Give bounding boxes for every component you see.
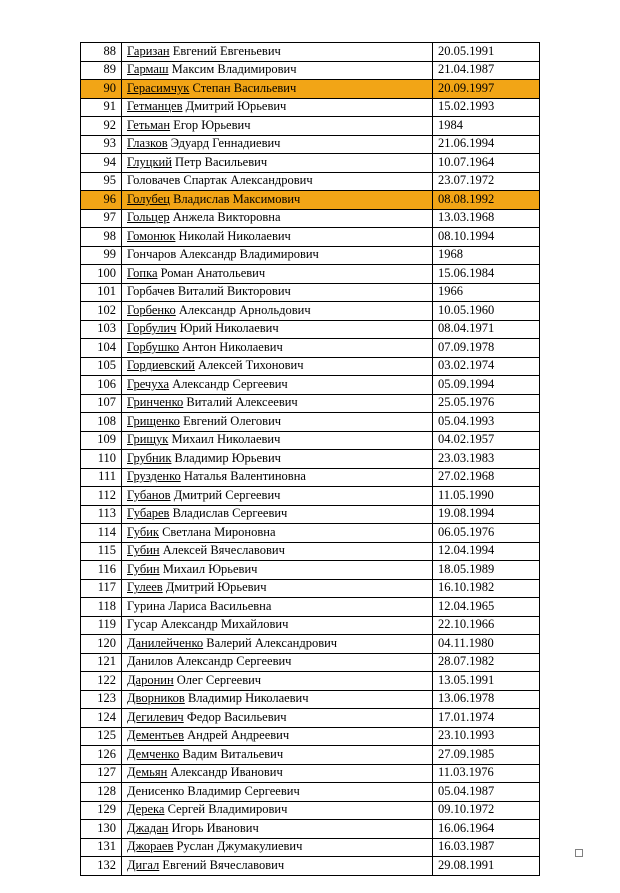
person-link[interactable]: Губин (127, 561, 160, 576)
person-name-cell (122, 838, 433, 857)
person-link[interactable]: Гетманцев (127, 99, 183, 114)
birth-date: 1966 (433, 283, 540, 302)
birth-date: 08.08.1992 (433, 191, 540, 210)
person-name-cell (122, 209, 433, 228)
person-name-rest: Федор Васильевич (183, 709, 287, 724)
table-row (81, 524, 540, 543)
person-link[interactable]: Дигал (127, 857, 160, 872)
person-name-cell (122, 394, 433, 413)
birth-date: 29.08.1991 (433, 857, 540, 876)
birth-date: 16.06.1964 (433, 820, 540, 839)
row-number: 125 (81, 727, 122, 746)
birth-date: 15.02.1993 (433, 98, 540, 117)
person-name-cell (122, 154, 433, 173)
row-number: 127 (81, 764, 122, 783)
person-name-rest: Максим Владимирович (168, 62, 297, 77)
person-name-cell (122, 561, 433, 580)
person-name-rest: Александр Сергеевич (172, 654, 292, 669)
row-number: 128 (81, 783, 122, 802)
row-number: 99 (81, 246, 122, 265)
person-link[interactable]: Джораев (127, 839, 174, 854)
table-row (81, 413, 540, 432)
birth-date: 28.07.1982 (433, 653, 540, 672)
table-row (81, 450, 540, 469)
person-link[interactable]: Дегилевич (127, 709, 184, 724)
person-link[interactable]: Дерека (127, 802, 165, 817)
table-row (81, 135, 540, 154)
birth-date: 27.09.1985 (433, 746, 540, 765)
person-name-rest: Дмитрий Юрьевич (182, 99, 287, 114)
person-name-cell (122, 709, 433, 728)
table-row (81, 283, 540, 302)
person-link[interactable]: Даронин (127, 672, 174, 687)
person-name-cell (122, 746, 433, 765)
row-number: 132 (81, 857, 122, 876)
person-name-rest: Александр Владимирович (176, 247, 319, 262)
table-row (81, 653, 540, 672)
birth-date: 05.09.1994 (433, 376, 540, 395)
person-name-cell (122, 450, 433, 469)
row-number: 123 (81, 690, 122, 709)
table-row (81, 727, 540, 746)
row-number: 110 (81, 450, 122, 469)
row-number: 117 (81, 579, 122, 598)
row-number: 129 (81, 801, 122, 820)
person-name-rest: Лариса Васильевна (165, 598, 272, 613)
person-surname: Денисенко (127, 783, 185, 798)
birth-date: 15.06.1984 (433, 265, 540, 284)
row-number: 89 (81, 61, 122, 80)
table-row (81, 43, 540, 62)
person-link[interactable]: Герасимчук (127, 80, 190, 95)
person-name-cell (122, 339, 433, 358)
person-link[interactable]: Горбушко (127, 339, 180, 354)
person-name-rest: Александр Сергеевич (169, 376, 288, 391)
person-name-cell (122, 542, 433, 561)
table-row (81, 209, 540, 228)
person-name-rest: Антон Николаевич (179, 339, 283, 354)
person-name-cell (122, 505, 433, 524)
person-link[interactable]: Демченко (127, 746, 180, 761)
person-name-rest: Николай Николаевич (175, 228, 291, 243)
person-name-cell (122, 524, 433, 543)
birth-date: 21.04.1987 (433, 61, 540, 80)
person-name-cell (122, 357, 433, 376)
birth-date: 25.05.1976 (433, 394, 540, 413)
birth-date: 18.05.1989 (433, 561, 540, 580)
table-row (81, 672, 540, 691)
birth-date: 16.10.1982 (433, 579, 540, 598)
person-name-cell (122, 764, 433, 783)
birth-date: 17.01.1974 (433, 709, 540, 728)
person-name-rest: Виталий Алексеевич (183, 395, 298, 410)
person-link[interactable]: Грищук (127, 432, 169, 447)
person-name-rest: Виталий Викторович (174, 284, 291, 299)
person-name-rest: Сергей Владимирович (164, 802, 288, 817)
person-link[interactable]: Горбулич (127, 321, 177, 336)
person-name-rest: Владислав Максимович (169, 191, 301, 206)
row-number: 119 (81, 616, 122, 635)
birth-date: 16.03.1987 (433, 838, 540, 857)
person-name-cell (122, 579, 433, 598)
person-name-cell (122, 727, 433, 746)
table-row (81, 579, 540, 598)
table-row (81, 320, 540, 339)
person-name-cell (122, 857, 433, 876)
table-row (81, 746, 540, 765)
person-link[interactable]: Гречуха (127, 376, 170, 391)
person-link[interactable]: Гармаш (127, 62, 169, 77)
person-name-rest: Дмитрий Юрьевич (162, 580, 267, 595)
table-row (81, 265, 540, 284)
person-link[interactable]: Дементьев (127, 728, 184, 743)
birth-date: 13.03.1968 (433, 209, 540, 228)
birth-date: 23.03.1983 (433, 450, 540, 469)
row-number: 97 (81, 209, 122, 228)
person-name-rest: Олег Сергеевич (173, 672, 262, 687)
row-number: 113 (81, 505, 122, 524)
person-link[interactable]: Глазков (127, 136, 168, 151)
person-name-cell (122, 283, 433, 302)
person-name-rest: Евгений Вячеславович (159, 857, 285, 872)
person-link[interactable]: Грубник (127, 450, 172, 465)
person-name-rest: Спартак Александрович (180, 173, 313, 188)
table-row (81, 376, 540, 395)
row-number: 116 (81, 561, 122, 580)
table-row (81, 598, 540, 617)
person-surname: Гусар (127, 617, 158, 632)
row-number: 111 (81, 468, 122, 487)
person-link[interactable]: Гринченко (127, 395, 184, 410)
table-row (81, 764, 540, 783)
person-name-cell (122, 80, 433, 99)
person-surname: Данилов (127, 654, 173, 669)
person-link[interactable]: Гаризан (127, 43, 170, 58)
person-name-cell (122, 616, 433, 635)
row-number: 92 (81, 117, 122, 136)
table-row (81, 801, 540, 820)
birth-date: 12.04.1965 (433, 598, 540, 617)
person-link[interactable]: Голубец (127, 191, 170, 206)
row-number: 88 (81, 43, 122, 62)
table-row (81, 616, 540, 635)
birth-date: 20.09.1997 (433, 80, 540, 99)
table-row (81, 468, 540, 487)
person-name-rest: Евгений Евгеньевич (169, 43, 281, 58)
birth-date: 19.08.1994 (433, 505, 540, 524)
birth-date: 05.04.1993 (433, 413, 540, 432)
birth-date: 13.05.1991 (433, 672, 540, 691)
person-name-rest: Егор Юрьевич (170, 117, 251, 132)
table-row (81, 228, 540, 247)
row-number: 95 (81, 172, 122, 191)
person-name-cell (122, 228, 433, 247)
person-name-cell (122, 487, 433, 506)
person-link[interactable]: Гулеев (127, 580, 163, 595)
person-name-rest: Эдуард Геннадиевич (167, 136, 281, 151)
person-name-rest: Роман Анатольевич (157, 265, 266, 280)
birth-date: 07.09.1978 (433, 339, 540, 358)
row-number: 121 (81, 653, 122, 672)
row-number: 122 (81, 672, 122, 691)
birth-date: 22.10.1966 (433, 616, 540, 635)
birth-date: 11.05.1990 (433, 487, 540, 506)
person-name-cell (122, 302, 433, 321)
person-link[interactable]: Губин (127, 543, 160, 558)
person-name-cell (122, 431, 433, 450)
table-row (81, 61, 540, 80)
person-name-cell (122, 61, 433, 80)
person-name-rest: Владислав Сергеевич (169, 506, 288, 521)
person-name-rest: Михаил Юрьевич (159, 561, 258, 576)
table-row (81, 487, 540, 506)
person-name-rest: Наталья Валентиновна (180, 469, 306, 484)
table-row (81, 117, 540, 136)
person-name-cell (122, 690, 433, 709)
person-name-rest: Андрей Андреевич (184, 728, 290, 743)
row-number: 90 (81, 80, 122, 99)
birth-date: 04.02.1957 (433, 431, 540, 450)
person-name-cell (122, 820, 433, 839)
table-row (81, 690, 540, 709)
person-name-cell (122, 265, 433, 284)
person-name-rest: Михаил Николаевич (168, 432, 281, 447)
person-name-rest: Владимир Николаевич (184, 691, 309, 706)
resize-handle[interactable] (575, 849, 583, 857)
person-link[interactable]: Губарев (127, 506, 170, 521)
person-link[interactable]: Дворников (127, 691, 185, 706)
birth-date: 08.10.1994 (433, 228, 540, 247)
row-number: 112 (81, 487, 122, 506)
table-row (81, 172, 540, 191)
table-row (81, 505, 540, 524)
row-number: 124 (81, 709, 122, 728)
birth-date: 04.11.1980 (433, 635, 540, 654)
person-name-cell (122, 117, 433, 136)
person-name-cell (122, 376, 433, 395)
birth-date: 05.04.1987 (433, 783, 540, 802)
person-name-rest: Петр Васильевич (171, 154, 268, 169)
person-surname: Головачев (127, 173, 181, 188)
table-row (81, 302, 540, 321)
person-name-cell (122, 783, 433, 802)
row-number: 130 (81, 820, 122, 839)
person-name-cell (122, 135, 433, 154)
person-surname: Горбачев (127, 284, 175, 299)
person-name-rest: Алексей Тихонович (194, 358, 304, 373)
person-name-cell (122, 801, 433, 820)
persons-table (80, 42, 540, 876)
birth-date: 12.04.1994 (433, 542, 540, 561)
person-name-rest: Александр Михайлович (157, 617, 289, 632)
row-number: 94 (81, 154, 122, 173)
row-number: 114 (81, 524, 122, 543)
person-name-rest: Евгений Олегович (179, 413, 282, 428)
person-name-cell (122, 635, 433, 654)
row-number: 107 (81, 394, 122, 413)
person-link[interactable]: Грузденко (127, 469, 181, 484)
birth-date: 27.02.1968 (433, 468, 540, 487)
birth-date: 1984 (433, 117, 540, 136)
person-name-rest: Владимир Юрьевич (171, 450, 281, 465)
person-link[interactable]: Губанов (127, 487, 171, 502)
table-row (81, 783, 540, 802)
person-name-rest: Александр Иванович (167, 765, 283, 780)
table-row (81, 561, 540, 580)
person-name-rest: Владимир Сергеевич (184, 783, 300, 798)
row-number: 126 (81, 746, 122, 765)
row-number: 98 (81, 228, 122, 247)
birth-date: 08.04.1971 (433, 320, 540, 339)
row-number: 104 (81, 339, 122, 358)
person-name-cell (122, 98, 433, 117)
table-row (81, 820, 540, 839)
row-number: 118 (81, 598, 122, 617)
birth-date: 10.05.1960 (433, 302, 540, 321)
table-row (81, 431, 540, 450)
table-row (81, 339, 540, 358)
person-link[interactable]: Горбенко (127, 302, 176, 317)
table-row (81, 246, 540, 265)
row-number: 109 (81, 431, 122, 450)
person-name-rest: Валерий Александрович (203, 635, 338, 650)
person-name-cell (122, 320, 433, 339)
document-page (80, 42, 540, 876)
person-name-rest: Светлана Мироновна (158, 524, 276, 539)
table-row (81, 154, 540, 173)
person-name-rest: Вадим Витальевич (179, 746, 284, 761)
person-name-rest: Анжела Викторовна (169, 210, 281, 225)
birth-date: 06.05.1976 (433, 524, 540, 543)
birth-date: 13.06.1978 (433, 690, 540, 709)
person-link[interactable]: Губик (127, 524, 159, 539)
person-link[interactable]: Грищенко (127, 413, 180, 428)
table-row (81, 838, 540, 857)
person-name-cell (122, 413, 433, 432)
person-name-cell (122, 172, 433, 191)
person-name-rest: Руслан Джумакулиевич (173, 839, 303, 854)
birth-date: 23.07.1972 (433, 172, 540, 191)
row-number: 96 (81, 191, 122, 210)
person-link[interactable]: Гомонюк (127, 228, 176, 243)
row-number: 106 (81, 376, 122, 395)
row-number: 108 (81, 413, 122, 432)
person-link[interactable]: Джадан (127, 820, 169, 835)
person-name-rest: Степан Васильевич (189, 80, 297, 95)
person-surname: Гончаров (127, 247, 177, 262)
person-name-cell (122, 653, 433, 672)
birth-date: 03.02.1974 (433, 357, 540, 376)
person-name-cell (122, 43, 433, 62)
person-name-rest: Юрий Николаевич (176, 321, 279, 336)
row-number: 93 (81, 135, 122, 154)
birth-date: 10.07.1964 (433, 154, 540, 173)
person-link[interactable]: Гордиевский (127, 358, 195, 373)
row-number: 102 (81, 302, 122, 321)
person-name-cell (122, 246, 433, 265)
birth-date: 21.06.1994 (433, 135, 540, 154)
table-row (81, 191, 540, 210)
table-row (81, 357, 540, 376)
row-number: 101 (81, 283, 122, 302)
table-row (81, 98, 540, 117)
person-link[interactable]: Глуцкий (127, 154, 172, 169)
birth-date: 11.03.1976 (433, 764, 540, 783)
person-name-rest: Дмитрий Сергеевич (170, 487, 281, 502)
birth-date: 20.05.1991 (433, 43, 540, 62)
table-row (81, 709, 540, 728)
table-row (81, 635, 540, 654)
person-link[interactable]: Данилейченко (127, 635, 204, 650)
person-name-cell (122, 468, 433, 487)
row-number: 120 (81, 635, 122, 654)
table-row (81, 857, 540, 876)
row-number: 100 (81, 265, 122, 284)
person-link[interactable]: Демьян (127, 765, 168, 780)
table-row (81, 80, 540, 99)
row-number: 103 (81, 320, 122, 339)
person-name-rest: Алексей Вячеславович (159, 543, 285, 558)
person-link[interactable]: Гольцер (127, 210, 170, 225)
row-number: 105 (81, 357, 122, 376)
person-surname: Гурина (127, 598, 166, 613)
row-number: 91 (81, 98, 122, 117)
birth-date: 1968 (433, 246, 540, 265)
row-number: 115 (81, 542, 122, 561)
birth-date: 23.10.1993 (433, 727, 540, 746)
person-name-rest: Александр Арнольдович (175, 302, 311, 317)
person-name-cell (122, 598, 433, 617)
birth-date: 09.10.1972 (433, 801, 540, 820)
person-link[interactable]: Гопка (127, 265, 158, 280)
table-row (81, 394, 540, 413)
row-number: 131 (81, 838, 122, 857)
person-name-cell (122, 672, 433, 691)
person-link[interactable]: Гетьман (127, 117, 171, 132)
person-name-cell (122, 191, 433, 210)
person-name-rest: Игорь Иванович (168, 820, 259, 835)
table-row (81, 542, 540, 561)
